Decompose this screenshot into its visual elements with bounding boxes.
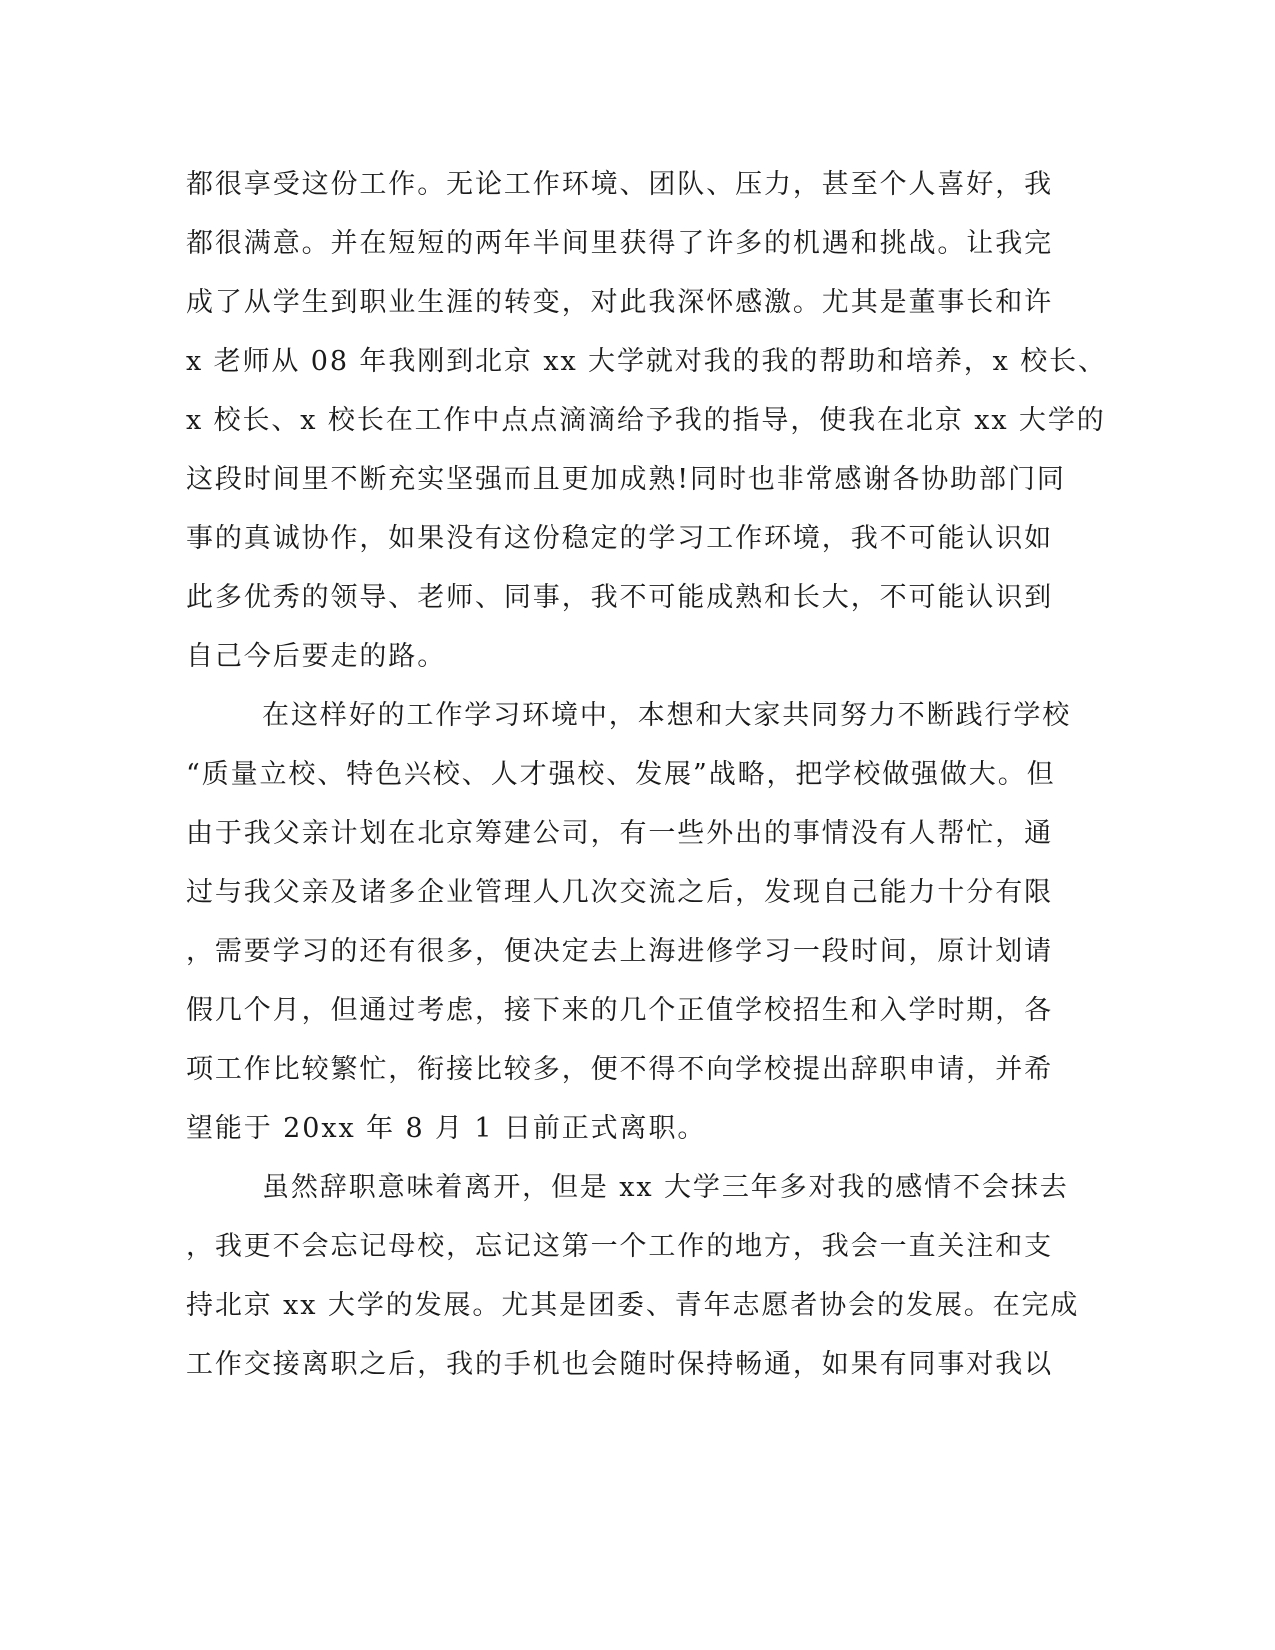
text-line: 这段时间里不断充实坚强而且更加成熟!同时也非常感谢各协助部门同 — [186, 464, 1066, 495]
paragraph-first-line: 在这样好的工作学习环境中，本想和大家共同努力不断践行学校 — [262, 700, 1072, 731]
text-line: x 老师从 08 年我刚到北京 xx 大学就对我的我的帮助和培养，x 校长、 — [186, 346, 1107, 377]
text-line: 假几个月，但通过考虑，接下来的几个正值学校招生和入学时期，各 — [186, 995, 1053, 1026]
text-line: 过与我父亲及诸多企业管理人几次交流之后，发现自己能力十分有限 — [186, 877, 1053, 908]
text-line: x 校长、x 校长在工作中点点滴滴给予我的指导，使我在北京 xx 大学的 — [186, 405, 1106, 436]
text-line: ，我更不会忘记母校，忘记这第一个工作的地方，我会一直关注和支 — [186, 1231, 1053, 1262]
text-line: ，需要学习的还有很多，便决定去上海进修学习一段时间，原计划请 — [186, 936, 1053, 967]
text-line: 项工作比较繁忙，衔接比较多，便不得不向学校提出辞职申请，并希 — [186, 1054, 1053, 1085]
text-line: 此多优秀的领导、老师、同事，我不可能成熟和长大，不可能认识到 — [186, 582, 1053, 613]
body-text — [186, 155, 1107, 1394]
text-line: 望能于 20xx 年 8 月 1 日前正式离职。 — [186, 1113, 707, 1144]
paragraph-first-line: 虽然辞职意味着离开，但是 xx 大学三年多对我的感情不会抹去 — [262, 1172, 1069, 1203]
text-line: 自己今后要走的路。 — [186, 641, 447, 672]
text-line: 成了从学生到职业生涯的转变，对此我深怀感激。尤其是董事长和许 — [186, 287, 1053, 318]
text-line: “质量立校、特色兴校、人才强校、发展”战略，把学校做强做大。但 — [186, 759, 1056, 790]
text-line: 工作交接离职之后，我的手机也会随时保持畅通，如果有同事对我以 — [186, 1349, 1053, 1380]
text-line: 由于我父亲计划在北京筹建公司，有一些外出的事情没有人帮忙，通 — [186, 818, 1053, 849]
text-line: 都很享受这份工作。无论工作环境、团队、压力，甚至个人喜好，我 — [186, 169, 1053, 200]
text-line: 持北京 xx 大学的发展。尤其是团委、青年志愿者协会的发展。在完成 — [186, 1290, 1080, 1321]
text-line: 都很满意。并在短短的两年半间里获得了许多的机遇和挑战。让我完 — [186, 228, 1053, 259]
text-line: 事的真诚协作，如果没有这份稳定的学习工作环境，我不可能认识如 — [186, 523, 1053, 554]
